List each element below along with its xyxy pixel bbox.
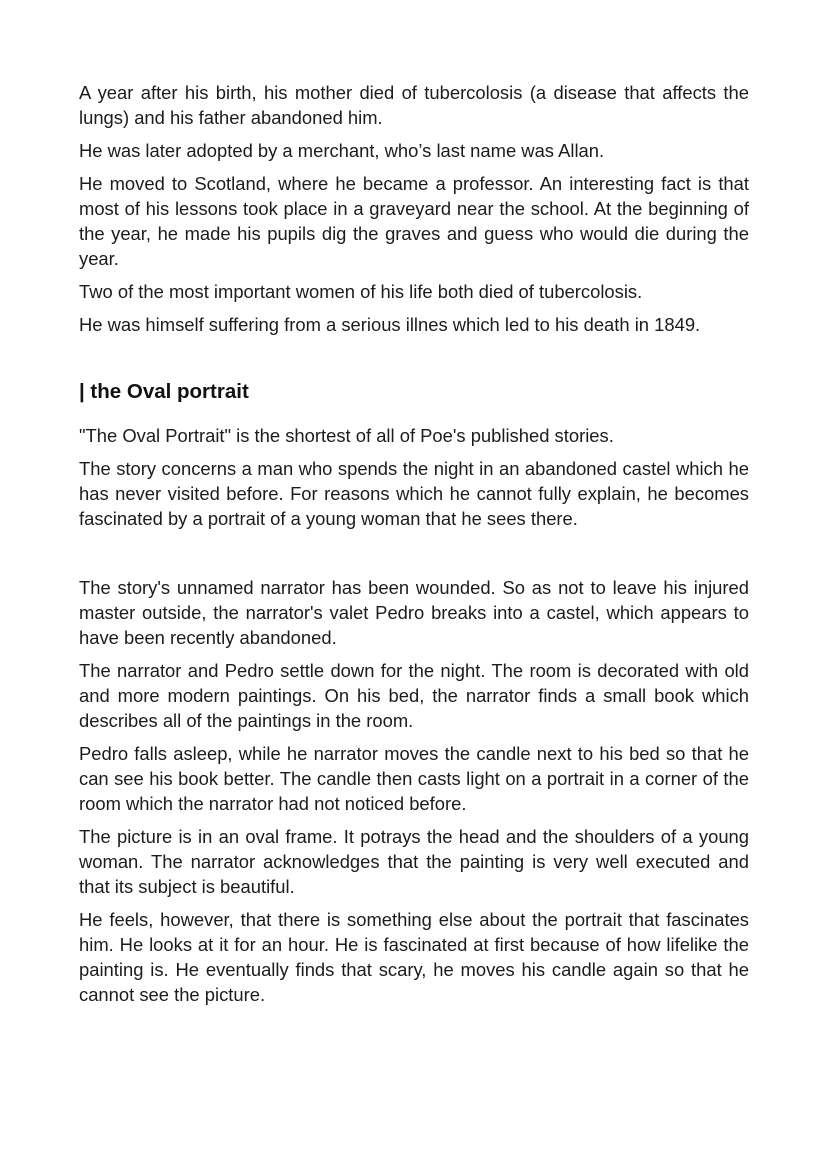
section-spacer [79, 539, 749, 575]
summary-section [79, 423, 749, 531]
paragraph-women: Two of the most important women of his life both died of tubercolosis. [79, 281, 643, 302]
paragraph-adoption: He was later adopted by a merchant, who’s last name was Allan. [79, 140, 605, 161]
paragraph-narrator-wounded: The story's unnamed narrator has been wounded. So as not to leave his injured master outside, the narrator's valet Pedro breaks into a castel, which appears to have been recently abandoned. [79, 577, 749, 648]
document-page [79, 80, 749, 1015]
paragraph-story-concern: The story concerns a man who spends the night in an abandoned castel which he has never visited before. For reasons which he cannot fully explain, he becomes fascinated by a portrait of a young woman that he sees there. [79, 458, 749, 529]
paragraph-oval-frame: The picture is in an oval frame. It potrays the head and the shoulders of a young woman. The narrator acknowledges that the painting is very well executed and that its subject is beautiful. [79, 826, 749, 897]
paragraph-shortest-story: "The Oval Portrait" is the shortest of all of Poe's published stories. [79, 425, 614, 446]
plot-section [79, 575, 749, 1007]
intro-section [79, 80, 749, 337]
paragraph-mother-death: A year after his birth, his mother died of tubercolosis (a disease that affects the lungs) and his father abandoned him. [79, 82, 749, 128]
paragraph-scotland: He moved to Scotland, where he became a professor. An interesting fact is that most of his lessons took place in a graveyard near the school. At the beginning of the year, he made his pupils dig the graves and guess who would die during the year. [79, 173, 749, 269]
paragraph-illness: He was himself suffering from a serious illnes which led to his death in 1849. [79, 314, 701, 335]
paragraph-candle: Pedro falls asleep, while he narrator moves the candle next to his bed so that he can see his book better. The candle then casts light on a portrait in a corner of the room which the narrator had not noticed before. [79, 743, 749, 814]
paragraph-fascination: He feels, however, that there is something else about the portrait that fascinates him. He looks at it for an hour. He is fascinated at first because of how lifelike the painting is. He eventually finds that scary, he moves his candle again so that he cannot see the picture. [79, 909, 749, 1005]
section-heading: | the Oval portrait [79, 380, 249, 403]
paragraph-settle-down: The narrator and Pedro settle down for the night. The room is decorated with old and more modern paintings. On his bed, the narrator finds a small book which describes all of the paintings in the room. [79, 660, 749, 731]
